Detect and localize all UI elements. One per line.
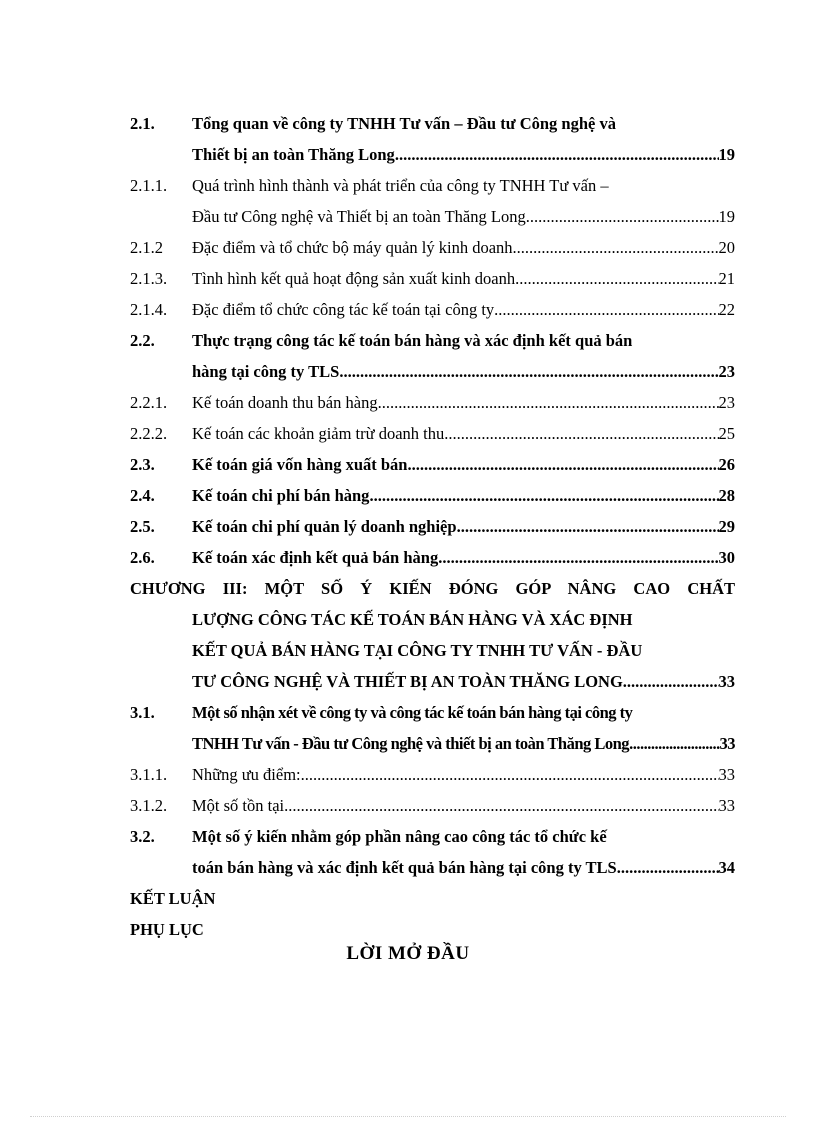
toc-leader xyxy=(378,387,719,418)
toc-chapter-line: KẾT QUẢ BÁN HÀNG TẠI CÔNG TY TNHH TƯ VẤN - ĐẦU xyxy=(192,641,643,660)
toc-title: Một số tồn tại xyxy=(192,796,285,815)
toc-entry-3-1-2[interactable] xyxy=(130,790,735,821)
toc-number: 2.1. xyxy=(130,114,155,133)
toc-entry-appendix[interactable]: PHỤ LỤC xyxy=(130,920,204,939)
toc-page-number: 33 xyxy=(718,796,735,815)
toc-page-number: 26 xyxy=(718,455,735,474)
toc-title: Đặc điểm tổ chức công tác kế toán tại công ty xyxy=(192,300,495,319)
toc-leader xyxy=(284,790,718,821)
toc-entry-2-3[interactable] xyxy=(130,449,735,480)
toc-leader xyxy=(617,852,719,883)
toc-title: Kế toán giá vốn hàng xuất bán xyxy=(192,455,408,474)
toc-page-number: 23 xyxy=(718,393,735,412)
toc-title: Kế toán xác định kết quả bán hàng xyxy=(192,548,439,567)
toc-title-line: Một số nhận xét về công ty và công tác kế toán bán hàng tại công ty xyxy=(192,703,633,722)
toc-page-number: 33 xyxy=(719,734,735,753)
toc-page-number: 25 xyxy=(718,424,735,443)
toc-number: 2.4. xyxy=(130,486,155,505)
toc-number: 2.2.1. xyxy=(130,393,168,412)
toc-page-number: 33 xyxy=(718,672,735,691)
toc-title: Đặc điểm và tổ chức bộ máy quản lý kinh doanh xyxy=(192,238,513,257)
toc-chapter-line: CHƯƠNG III: MỘT SỐ Ý KIẾN ĐÓNG GÓP NÂNG CAO CHẤT xyxy=(130,579,735,598)
toc-chapter-line: TƯ CÔNG NGHỆ VÀ THIẾT BỊ AN TOÀN THĂNG LONG xyxy=(192,672,623,691)
toc-leader xyxy=(369,480,718,511)
toc-leader xyxy=(395,139,719,170)
toc-chapter-line: LƯỢNG CÔNG TÁC KẾ TOÁN BÁN HÀNG VÀ XÁC ĐỊNH xyxy=(192,610,633,629)
toc-page-number: 22 xyxy=(718,300,735,319)
toc-number: 2.5. xyxy=(130,517,155,536)
toc-title: Kế toán doanh thu bán hàng xyxy=(192,393,378,412)
toc-leader xyxy=(513,232,719,263)
toc-page-number: 23 xyxy=(718,362,735,381)
toc-title-line: Một số ý kiến nhằm góp phần nâng cao công tác tổ chức kế xyxy=(192,827,607,846)
toc-page-number: 19 xyxy=(718,207,735,226)
toc-title-line: Thực trạng công tác kế toán bán hàng và xác định kết quả bán xyxy=(192,331,633,350)
toc-leader xyxy=(629,728,719,759)
toc-entry-2-1[interactable] xyxy=(130,108,735,170)
toc-title: Những ưu điểm: xyxy=(192,765,301,784)
toc-entry-2-4[interactable] xyxy=(130,480,735,511)
toc-number: 2.2.2. xyxy=(130,424,168,443)
toc-title: Kế toán chi phí bán hàng xyxy=(192,486,370,505)
toc-entry-2-1-2[interactable] xyxy=(130,232,735,263)
toc-entry-2-2[interactable] xyxy=(130,325,735,387)
toc-number: 2.3. xyxy=(130,455,155,474)
toc-number: 3.2. xyxy=(130,827,155,846)
toc-entry-2-6[interactable] xyxy=(130,542,735,573)
toc-title-line: Đầu tư Công nghệ và Thiết bị an toàn Thăng Long xyxy=(192,207,526,226)
toc-leader xyxy=(301,759,719,790)
toc-number: 2.1.2 xyxy=(130,238,163,257)
toc-leader xyxy=(623,666,719,697)
toc-title-line: Thiết bị an toàn Thăng Long xyxy=(192,145,395,164)
toc-entry-2-2-2[interactable] xyxy=(130,418,735,449)
page-bottom-rule xyxy=(30,1116,786,1117)
toc-entry-2-1-1[interactable] xyxy=(130,170,735,232)
toc-number: 2.2. xyxy=(130,331,155,350)
toc-page-number: 34 xyxy=(718,858,735,877)
toc-leader xyxy=(494,294,718,325)
toc-leader xyxy=(515,263,718,294)
toc-entry-conclusion[interactable]: KẾT LUẬN xyxy=(130,889,216,908)
toc-page-number: 19 xyxy=(718,145,735,164)
toc-title: Tình hình kết quả hoạt động sản xuất kinh doanh xyxy=(192,269,516,288)
toc-number: 2.1.4. xyxy=(130,300,168,319)
toc-entry-2-1-3[interactable] xyxy=(130,263,735,294)
toc-number: 3.1. xyxy=(130,703,155,722)
toc-number: 2.1.3. xyxy=(130,269,168,288)
toc-number: 3.1.2. xyxy=(130,796,168,815)
toc-entry-2-2-1[interactable] xyxy=(130,387,735,418)
toc-leader xyxy=(407,449,718,480)
toc-page-number: 33 xyxy=(718,765,735,784)
toc-title-line: Tổng quan về công ty TNHH Tư vấn – Đầu tư Công nghệ và xyxy=(192,114,616,133)
toc-page-number: 21 xyxy=(718,269,735,288)
toc-entry-3-2[interactable] xyxy=(130,821,735,883)
toc-leader xyxy=(339,356,718,387)
toc-entry-2-1-4[interactable] xyxy=(130,294,735,325)
toc-title: Kế toán các khoản giảm trừ doanh thu xyxy=(192,424,445,443)
toc-entry-2-5[interactable] xyxy=(130,511,735,542)
toc-entry-3-1[interactable] xyxy=(130,697,735,759)
toc-title-line: hàng tại công ty TLS xyxy=(192,362,340,381)
toc-number: 2.6. xyxy=(130,548,155,567)
toc-entry-3-1-1[interactable] xyxy=(130,759,735,790)
toc-leader xyxy=(438,542,718,573)
section-heading: LỜI MỞ ĐẦU xyxy=(346,943,470,964)
toc-leader xyxy=(526,201,719,232)
toc-number: 2.1.1. xyxy=(130,176,168,195)
toc-entry-chapter-3[interactable] xyxy=(130,573,735,697)
toc-number: 3.1.1. xyxy=(130,765,168,784)
toc-title-line: TNHH Tư vấn - Đầu tư Công nghệ và thiết bị an toàn Thăng Long xyxy=(192,734,630,753)
table-of-contents xyxy=(130,108,735,945)
toc-title-line: Quá trình hình thành và phát triển của công ty TNHH Tư vấn – xyxy=(192,176,609,195)
toc-page-number: 20 xyxy=(718,238,735,257)
toc-page-number: 30 xyxy=(718,548,735,567)
toc-page-number: 28 xyxy=(718,486,735,505)
toc-title: Kế toán chi phí quản lý doanh nghiệp xyxy=(192,517,457,536)
toc-page-number: 29 xyxy=(718,517,735,536)
toc-title-line: toán bán hàng và xác định kết quả bán hàng tại công ty TLS xyxy=(192,858,617,877)
toc-leader xyxy=(444,418,718,449)
toc-leader xyxy=(457,511,719,542)
